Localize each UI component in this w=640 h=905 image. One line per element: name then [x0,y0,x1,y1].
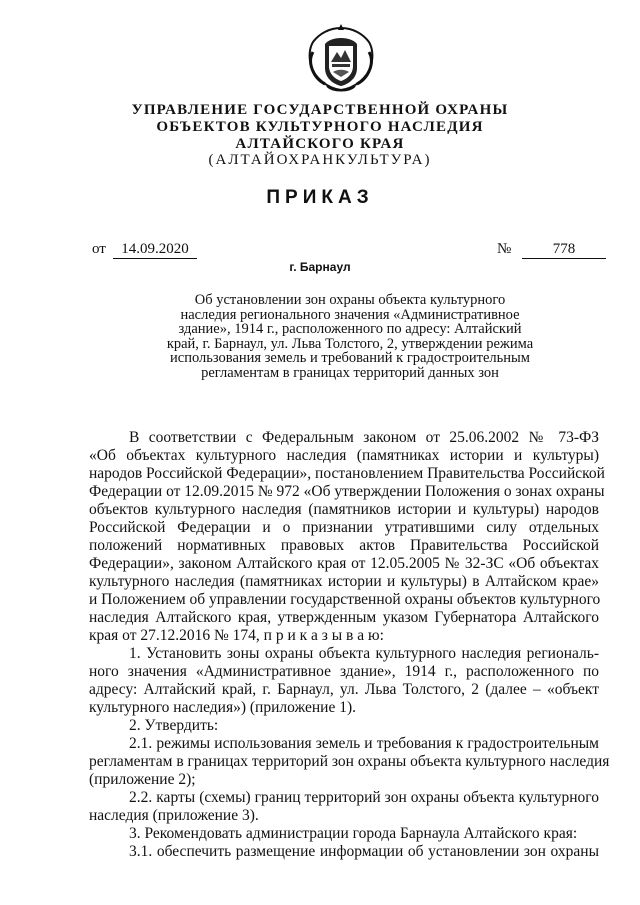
document-type: ПРИКАЗ [266,187,374,208]
body-line: культурного наследия (памятниках истории и культуры) в Алтайском крае» [89,573,599,590]
title-line: край, г. Барнаул, ул. Льва Толстого, 2, утверждении режима [166,335,534,352]
org-name-line-2: ОБЪЕКТОВ КУЛЬТУРНОГО НАСЛЕДИЯ [156,119,484,135]
body-line: народов Российской Федерации», постановлением Правительства Российской [89,465,605,482]
body-line: 2.1. режимы использования земель и требования к градостроительным [129,735,599,752]
body-line: регламентам в границах территорий зон охраны объекта культурного наследия [89,753,610,770]
body-line: и Положением об управлении государственной охраны объектов культурного [89,591,601,608]
number-sign: № [497,241,512,257]
document-date: 14.09.2020 [113,241,197,259]
date-prefix: от [92,241,106,257]
body-line: ного значения «Административное здание», 1914 г., расположенного по [89,663,599,680]
title-line: использования земель и требований к градостроительным [170,350,530,366]
org-name-line-1: УПРАВЛЕНИЕ ГОСУДАРСТВЕННОЙ ОХРАНЫ [131,102,509,118]
coat-of-arms-icon [303,22,379,96]
body-line: 1. Установить зоны охраны объекта культурного наследия региональ- [129,645,599,662]
title-line: регламентам в границах территорий данных зон [201,364,499,381]
body-line: наследия (приложение 3). [89,807,259,824]
body-line: (приложение 2); [89,771,196,788]
title-line: здание», 1914 г., расположенного по адресу: Алтайский [178,321,522,337]
org-name-line-3: АЛТАЙСКОГО КРАЯ [235,136,405,152]
body-line: культурного наследия») (приложение 1). [89,699,356,716]
body-line: адресу: Алтайский край, г. Барнаул, ул. Льва Толстого, 2 (далее – «объект [89,681,599,698]
org-short-name: (АЛТАЙОХРАНКУЛЬТУРА) [208,152,432,168]
title-line: наследия регионального значения «Административное [180,306,520,323]
document-number: 778 [522,241,606,259]
body-line: 3. Рекомендовать администрации города Барнаула Алтайского края: [129,825,578,842]
body-line: Федерации от 12.09.2015 № 972 «Об утверждении Положения о зонах охраны [89,483,605,500]
body-line: края от 27.12.2016 № 174, п р и к а з ы в а ю: [89,627,384,644]
body-line: 3.1. обеспечить размещение информации об установлении зон охраны [129,843,599,860]
body-line: объектов культурного наследия (памятников истории и культуры) народов [89,501,599,518]
city: г. Барнаул [289,260,351,274]
body-line: Российской Федерации и о признании утратившими силу отдельных [89,519,599,536]
body-line: В соответствии с Федеральным законом от 25.06.2002 № 73-ФЗ [129,429,599,446]
body-line: Федерации», законом Алтайского края от 12.05.2005 № 32-ЗС «Об объектах [89,555,599,572]
title-line: Об установлении зон охраны объекта культурного [194,292,506,308]
body-line: наследия Алтайского края, утвержденным указом Губернатора Алтайского [89,609,599,626]
body-line: «Об объектах культурного наследия (памятниках истории и культуры) [89,447,599,464]
body-line: положений нормативных правовых актов Правительства Российской [89,537,599,554]
document-title [160,293,540,380]
body-line: 2. Утвердить: [129,717,219,734]
body-line: 2.2. карты (схемы) границ территорий зон охраны объекта культурного [129,789,599,806]
